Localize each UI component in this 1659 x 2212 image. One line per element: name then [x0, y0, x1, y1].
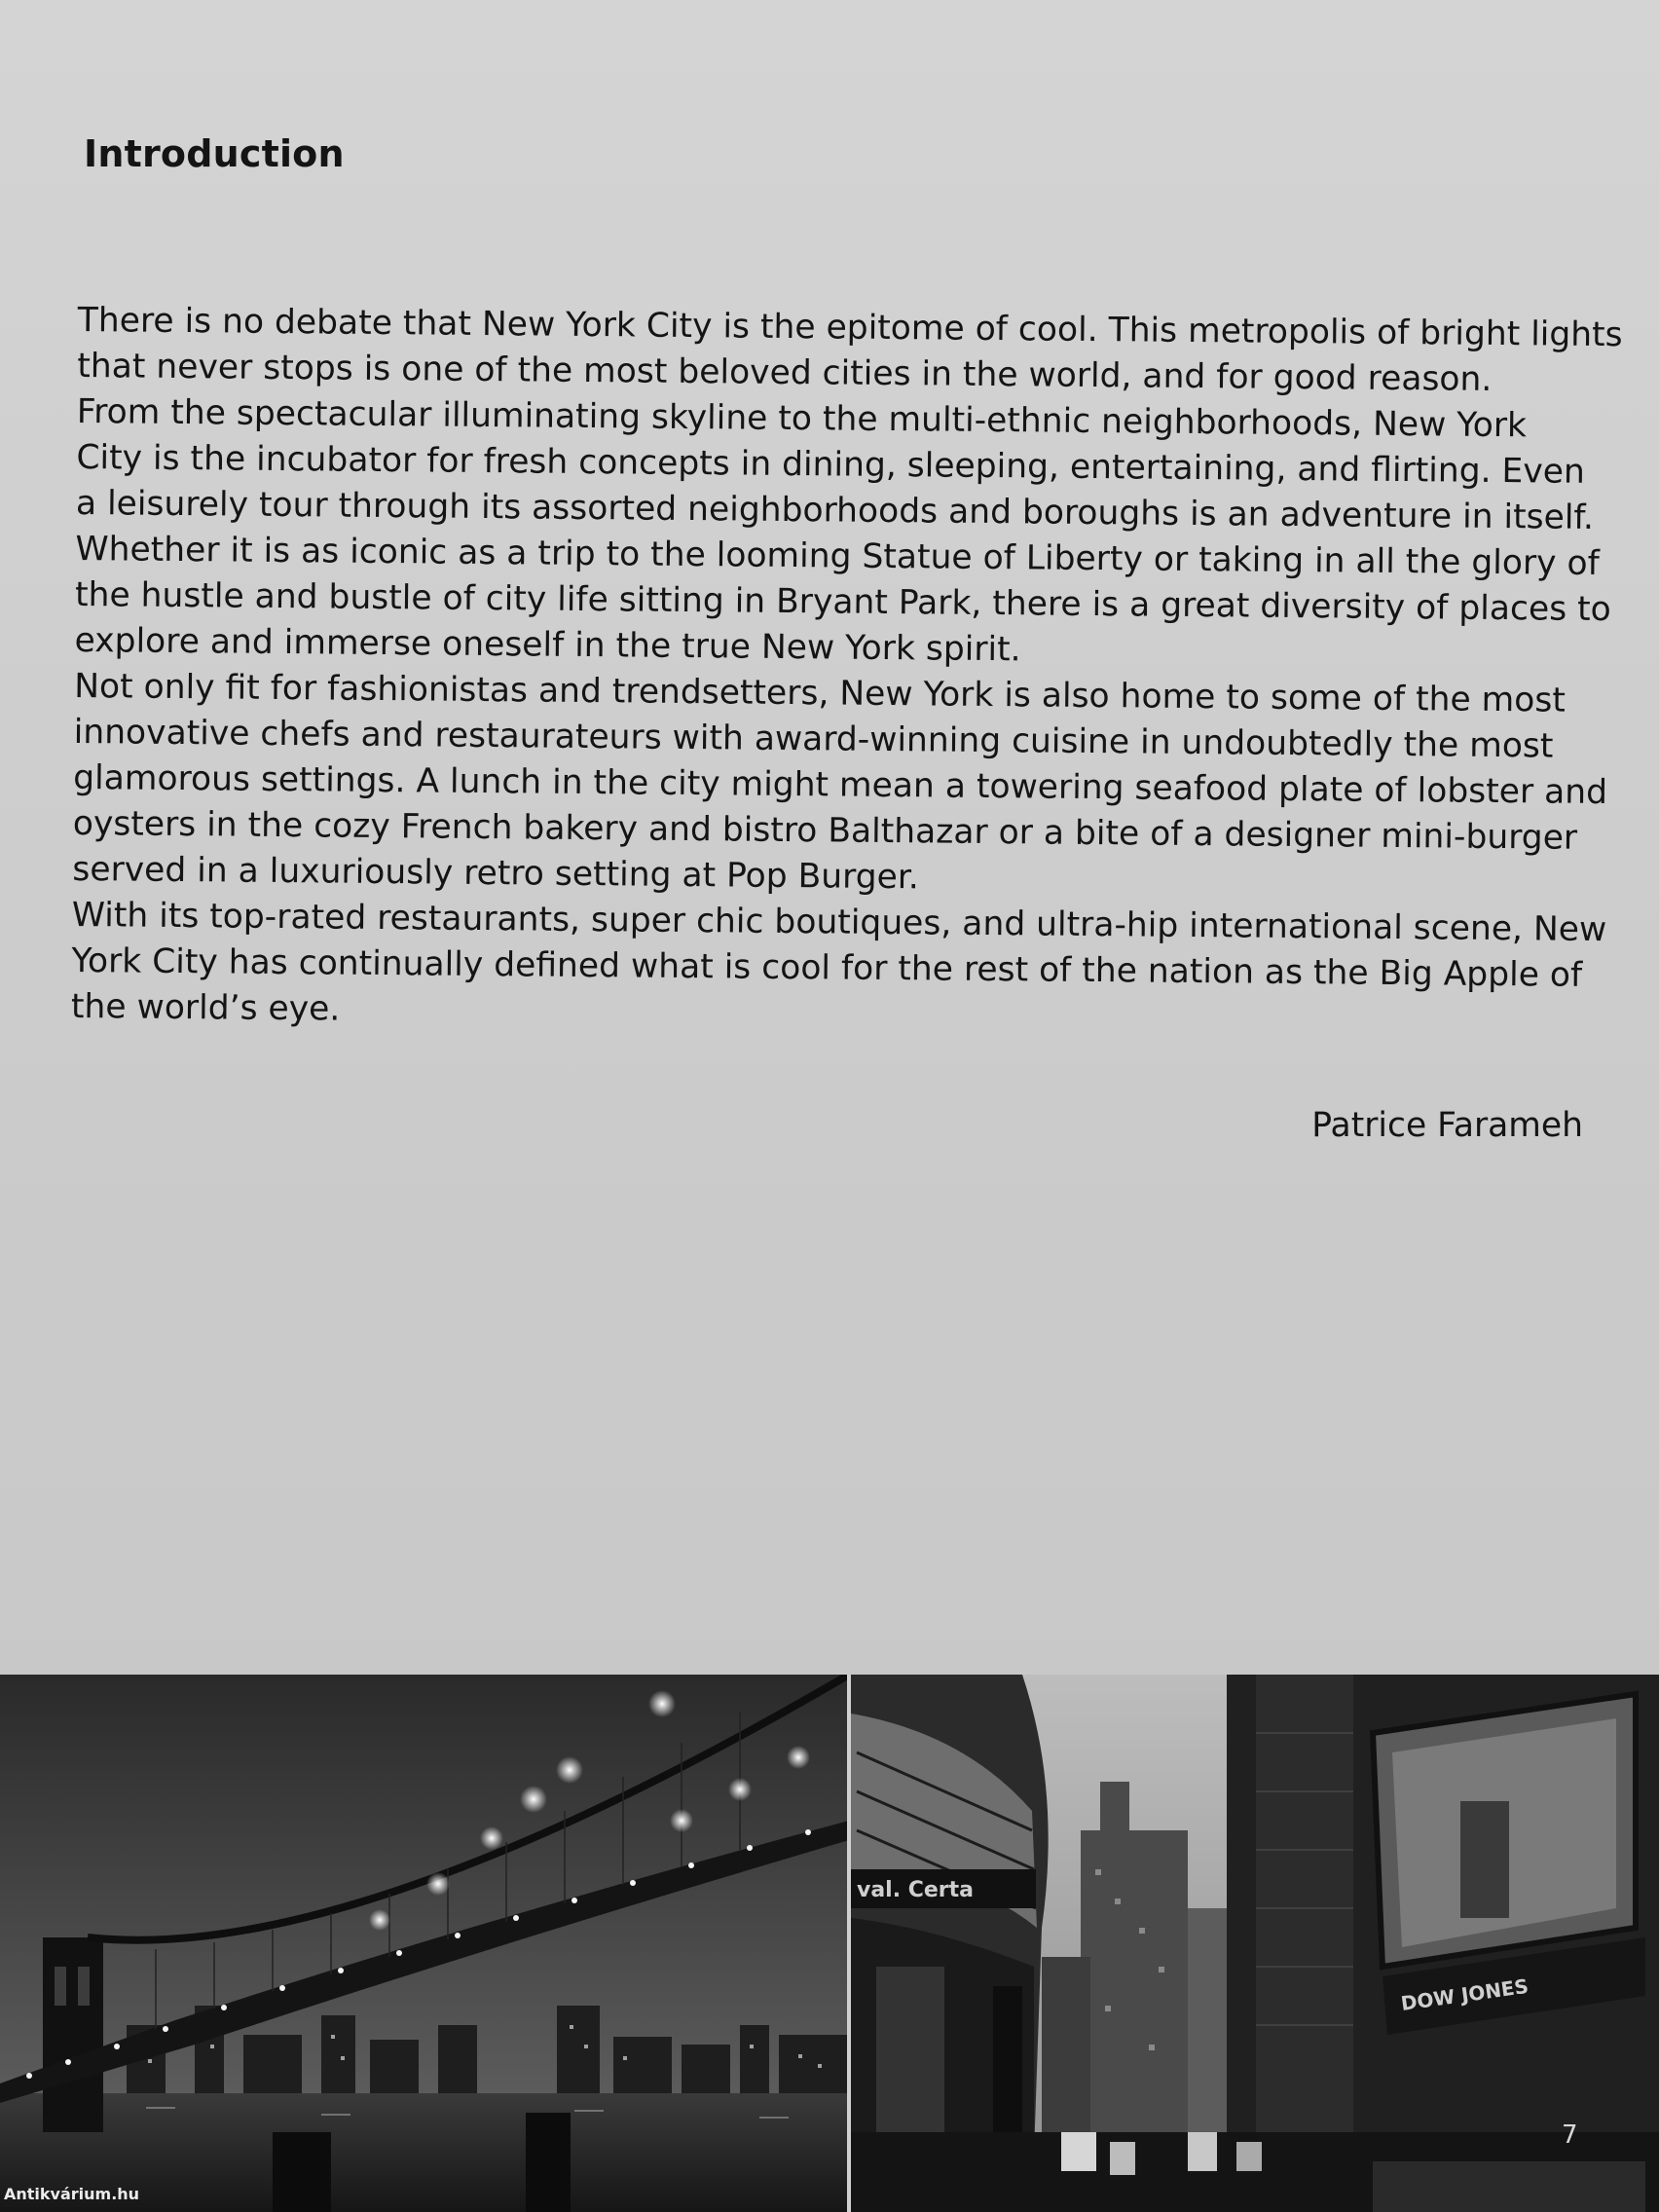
page-number: 7 [1562, 2120, 1578, 2150]
text-line: Not only fit for fashionistas and trendsetters, New York is also home to some of the most [73, 666, 1567, 720]
text-line: Whether it is as iconic as a trip to the looming Statue of Liberty or taking in all the glory of [75, 529, 1600, 584]
introduction-text [70, 298, 1623, 1045]
text-line: explore and immerse oneself in the true New York spirit. [74, 620, 1021, 670]
billboard-text: DOW JONES [1399, 1973, 1530, 2015]
text-line: There is no debate that New York City is the epitome of cool. This metropolis of bright lights [77, 300, 1623, 355]
text-line: City is the incubator for fresh concepts in dining, sleeping, entertaining, and flirting. Even [76, 437, 1586, 492]
text-line: oysters in the cozy French bakery and bistro Balthazar or a bite of a designer mini-burger [72, 803, 1578, 858]
text-line: the world’s eye. [70, 986, 341, 1029]
bridge-photo [0, 1675, 849, 2212]
times-square-photo [851, 1675, 1659, 2212]
text-line: that never stops is one of the most beloved cities in the world, and for good reason. [77, 346, 1493, 399]
text-line: served in a luxuriously retro setting at Pop Burger. [72, 849, 920, 898]
text-line: York City has continually defined what is cool for the rest of the nation as the Big Apple of [71, 940, 1583, 995]
photo-strip-graphic [0, 1675, 1659, 2212]
text-line: With its top-rated restaurants, super chic boutiques, and ultra-hip international scene, New [71, 895, 1607, 950]
author-signature: Patrice Farameh [1311, 1106, 1583, 1145]
text-line: innovative chefs and restaurateurs with award-winning cuisine in undoubtedly the most [73, 712, 1554, 766]
text-line: a leisurely tour through its assorted neighborhoods and boroughs is an adventure in itself. [75, 483, 1595, 537]
ticker-text: val. Certa [857, 1878, 975, 1902]
watermark: Antikvárium.hu [4, 2185, 140, 2203]
page-heading: Introduction [84, 132, 345, 175]
photo-strip [0, 1675, 1659, 2212]
text-line: glamorous settings. A lunch in the city might mean a towering seafood plate of lobster and [73, 757, 1608, 813]
text-line: the hustle and bustle of city life sitting in Bryant Park, there is a great diversity of places to [74, 574, 1611, 630]
text-line: From the spectacular illuminating skyline to the multi-ethnic neighborhoods, New York [76, 391, 1528, 446]
